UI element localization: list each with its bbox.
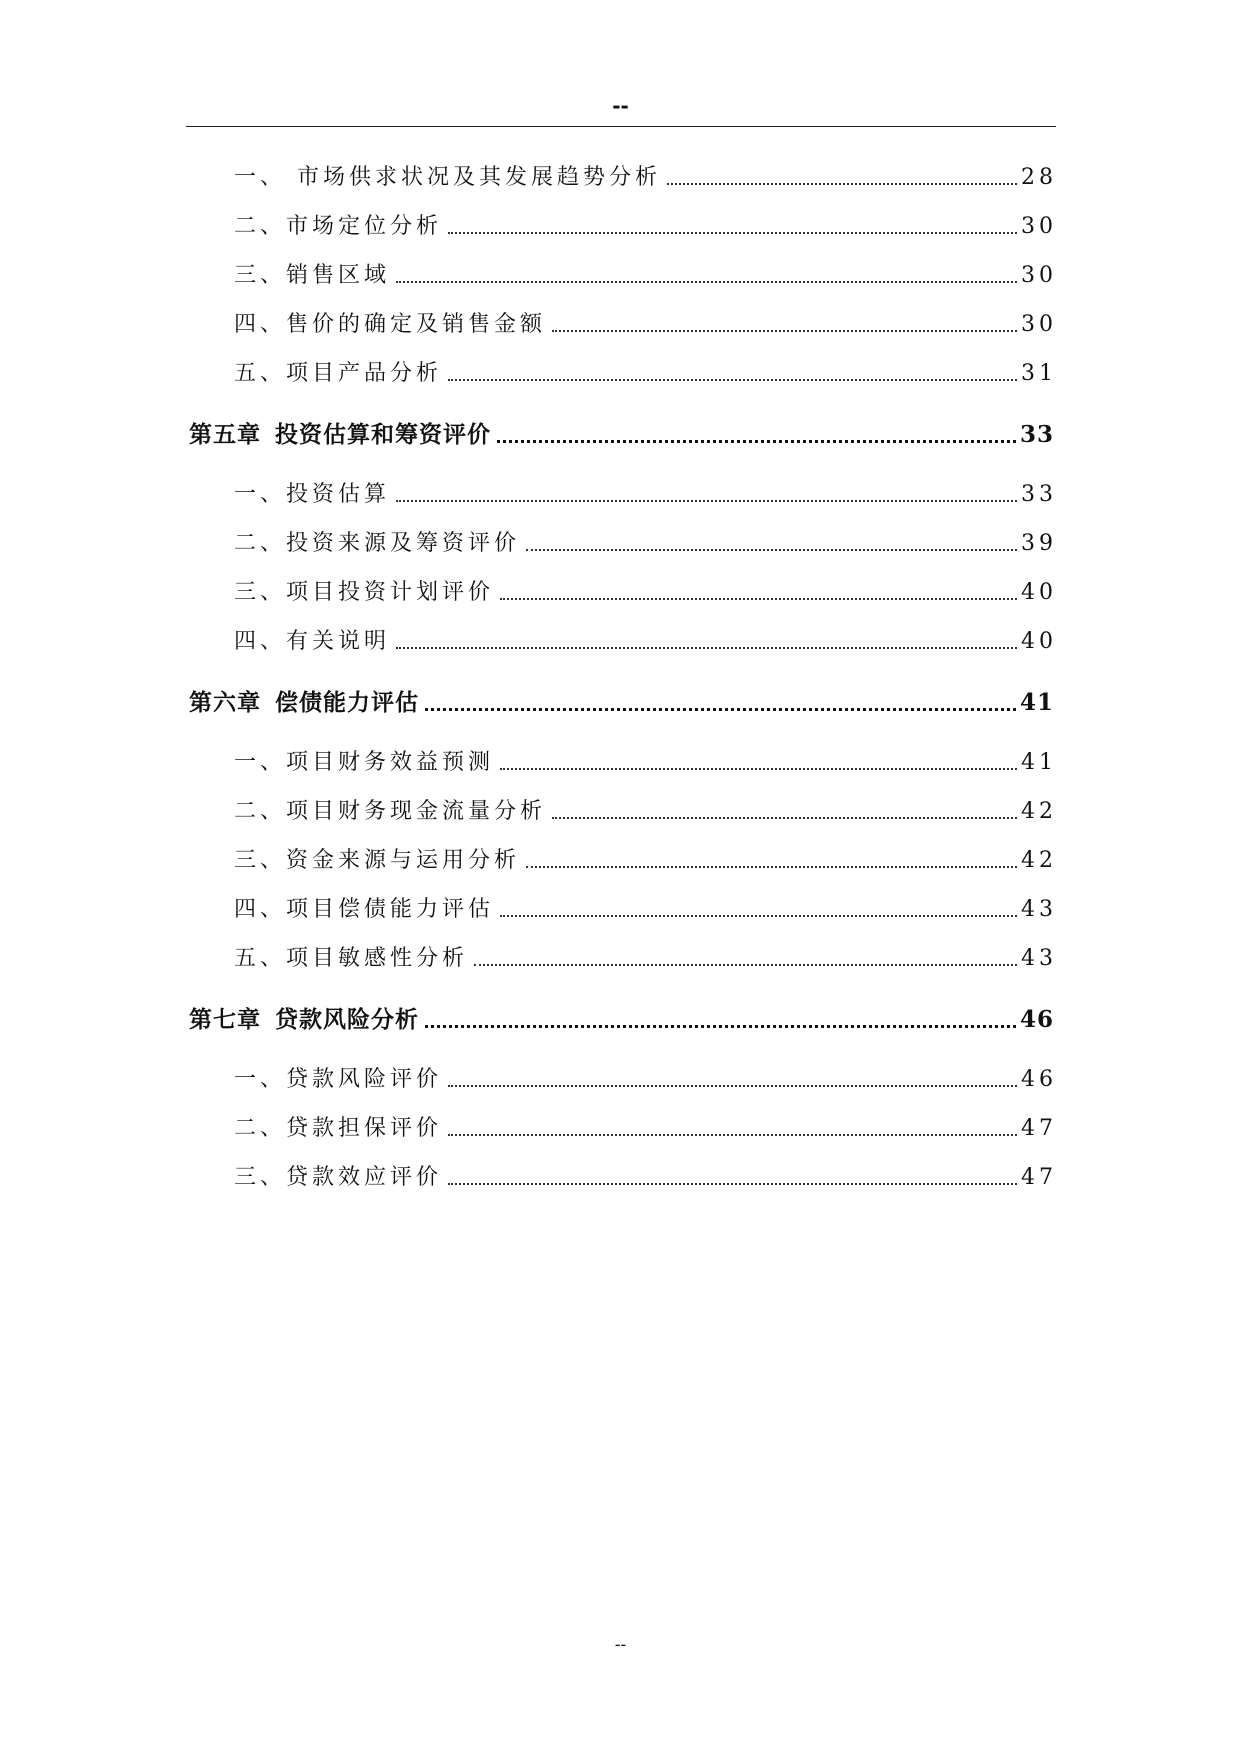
toc-dot-leader: [425, 1025, 1016, 1028]
toc-section-entry[interactable]: [234, 1062, 1057, 1093]
toc-page-number: 39: [1021, 531, 1057, 556]
toc-dot-leader: [448, 1183, 1017, 1185]
toc-dot-leader: [396, 647, 1017, 649]
toc-entry-title: 市场定位分析: [286, 214, 443, 239]
toc-entry-number: 三、: [234, 1165, 287, 1190]
page-footer-mark: --: [614, 1635, 627, 1654]
toc-entry-title: 售价的确定及销售金额: [286, 312, 547, 337]
toc-entry-title: 投资估算: [286, 482, 391, 507]
toc-entry-title: 项目偿债能力评估: [286, 897, 495, 922]
toc-dot-leader: [448, 232, 1017, 234]
toc-entry-number: 二、: [234, 799, 287, 824]
toc-dot-leader: [425, 708, 1016, 711]
toc-page-number: 28: [1021, 165, 1057, 190]
toc-entry-number: 四、: [234, 897, 287, 922]
toc-chapter-entry[interactable]: [189, 1001, 1053, 1034]
toc-entry-title: 销售区域: [286, 263, 391, 288]
toc-page-number: 30: [1021, 214, 1057, 239]
toc-entry-number: 第七章: [189, 1006, 261, 1033]
toc-entry-title: 项目财务效益预测: [286, 750, 495, 775]
page-header-mark: --: [612, 94, 629, 118]
toc-dot-leader: [500, 915, 1017, 917]
toc-entry-title: 项目财务现金流量分析: [286, 799, 547, 824]
toc-section-entry[interactable]: [234, 941, 1057, 972]
toc-section-entry[interactable]: [234, 477, 1057, 508]
toc-page-number: 41: [1021, 750, 1057, 775]
toc-entry-title: 贷款效应评价: [286, 1165, 443, 1190]
toc-section-entry[interactable]: [234, 307, 1057, 338]
toc-dot-leader: [497, 440, 1016, 443]
toc-dot-leader: [474, 964, 1017, 966]
toc-dot-leader: [396, 500, 1017, 502]
toc-dot-leader: [448, 379, 1017, 381]
toc-entry-number: 一、: [234, 165, 287, 190]
toc-entry-number: 二、: [234, 214, 287, 239]
toc-page-number: 33: [1021, 482, 1057, 507]
toc-page-number: 46: [1021, 1067, 1057, 1092]
toc-entry-title: 偿债能力评估: [275, 689, 419, 716]
toc-entry-title: 贷款风险评价: [286, 1067, 443, 1092]
toc-section-entry[interactable]: [234, 356, 1057, 387]
toc-dot-leader: [667, 183, 1017, 185]
toc-entry-number: 一、: [234, 750, 287, 775]
toc-entry-title: 贷款担保评价: [286, 1116, 443, 1141]
toc-entry-title: 项目产品分析: [286, 361, 443, 386]
toc-page-number: 31: [1021, 361, 1057, 386]
toc-dot-leader: [448, 1085, 1017, 1087]
toc-section-entry[interactable]: [234, 745, 1057, 776]
toc-entry-number: 一、: [234, 1067, 287, 1092]
toc-entry-title: 投资来源及筹资评价: [286, 531, 521, 556]
toc-page-number: 42: [1021, 799, 1057, 824]
toc-entry-number: 五、: [234, 946, 287, 971]
toc-page-number: 30: [1021, 312, 1057, 337]
toc-dot-leader: [396, 281, 1017, 283]
toc-entry-title: 项目投资计划评价: [286, 580, 495, 605]
toc-chapter-entry[interactable]: [189, 684, 1053, 717]
toc-page-number: 43: [1021, 897, 1057, 922]
toc-page-number: 42: [1021, 848, 1057, 873]
toc-page-number: 47: [1021, 1116, 1057, 1141]
toc-dot-leader: [500, 768, 1017, 770]
toc-entry-title: 有关说明: [286, 629, 391, 654]
toc-section-entry[interactable]: [234, 209, 1057, 240]
toc-entry-number: 五、: [234, 361, 287, 386]
toc-dot-leader: [526, 549, 1017, 551]
toc-dot-leader: [552, 330, 1017, 332]
toc-entry-number: 三、: [234, 263, 287, 288]
toc-dot-leader: [552, 817, 1017, 819]
toc-dot-leader: [500, 598, 1017, 600]
toc-section-entry[interactable]: [234, 575, 1057, 606]
toc-entry-title: 投资估算和筹资评价: [275, 421, 491, 448]
toc-section-entry[interactable]: [234, 1160, 1057, 1191]
toc-page-number: 40: [1021, 580, 1057, 605]
toc-dot-leader: [526, 866, 1017, 868]
toc-page-number: 30: [1021, 263, 1057, 288]
toc-entry-title: 市场供求状况及其发展趋势分析: [286, 165, 662, 190]
toc-entry-number: 一、: [234, 482, 287, 507]
toc-chapter-entry[interactable]: [189, 416, 1053, 449]
toc-entry-title: 项目敏感性分析: [286, 946, 469, 971]
toc-section-entry[interactable]: [234, 892, 1057, 923]
toc-entry-title: 贷款风险分析: [275, 1006, 419, 1033]
toc-section-entry[interactable]: [234, 624, 1057, 655]
toc-entry-number: 第五章: [189, 421, 261, 448]
toc-page-number: 46: [1019, 1006, 1054, 1033]
toc-entry-number: 四、: [234, 629, 287, 654]
toc-section-entry[interactable]: [234, 1111, 1057, 1142]
toc-section-entry[interactable]: [234, 794, 1057, 825]
toc-entry-number: 四、: [234, 312, 287, 337]
toc-entry-number: 第六章: [189, 689, 261, 716]
toc-dot-leader: [448, 1134, 1017, 1136]
toc-entry-number: 三、: [234, 580, 287, 605]
toc-section-entry[interactable]: [234, 843, 1057, 874]
toc-page-number: 33: [1019, 421, 1054, 448]
toc-section-entry[interactable]: [234, 526, 1057, 557]
toc-section-entry[interactable]: [234, 258, 1057, 289]
toc-entry-number: 二、: [234, 1116, 287, 1141]
toc-entry-number: 二、: [234, 531, 287, 556]
toc-page-number: 41: [1019, 689, 1054, 716]
toc-page-number: 47: [1021, 1165, 1057, 1190]
toc-page-number: 43: [1021, 946, 1057, 971]
toc-page-number: 40: [1021, 629, 1057, 654]
toc-entry-number: 三、: [234, 848, 287, 873]
toc-entry-title: 资金来源与运用分析: [286, 848, 521, 873]
toc-section-entry[interactable]: [234, 160, 1057, 191]
